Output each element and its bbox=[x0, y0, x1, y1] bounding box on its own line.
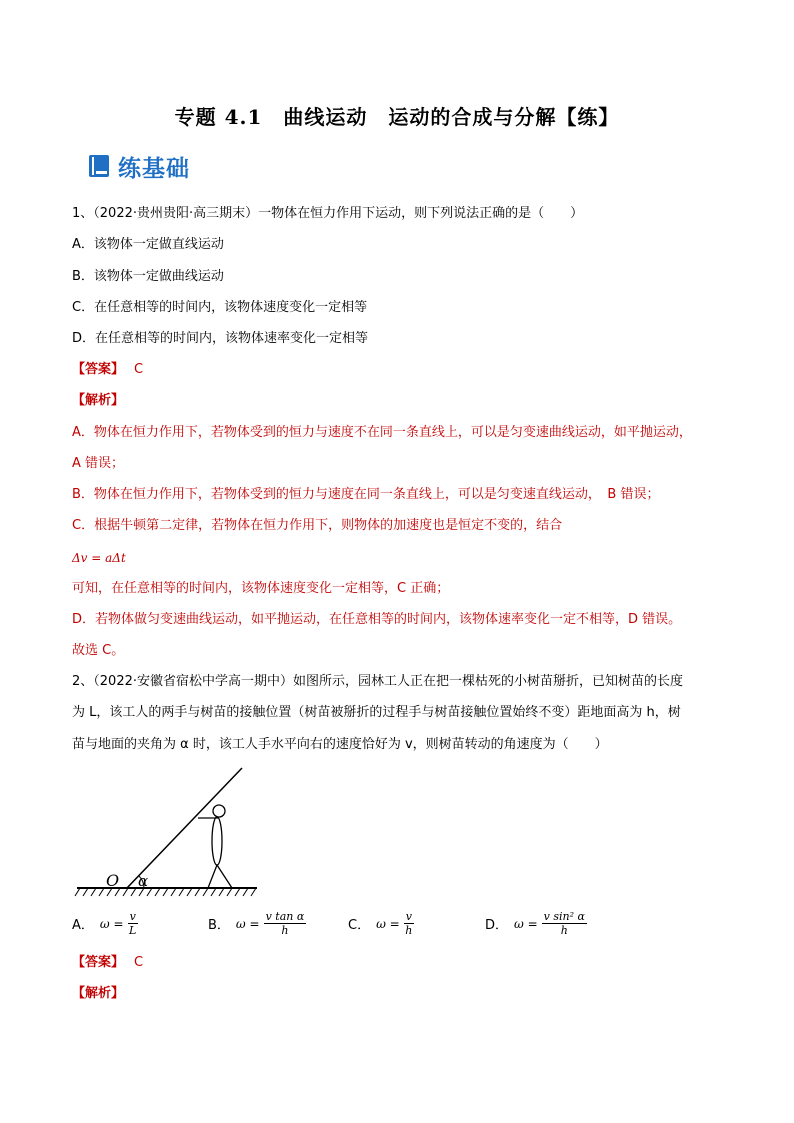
q2-stem: 2、（2022·安徽省宿松中学高一期中）如图所示，园林工人正在把一棵枯死的小树苗掰折，已知树苗的长度 bbox=[72, 674, 683, 689]
numerator: v bbox=[405, 910, 412, 923]
fraction bbox=[128, 910, 138, 937]
q1-analysis-line: A．物体在恒力作用下，若物体受到的恒力与速度不在同一条直线上，可以是匀变速曲线运动，如平抛运动， bbox=[72, 425, 692, 440]
denominator: h bbox=[560, 924, 568, 937]
option-lhs: ω = bbox=[99, 916, 124, 931]
angle-label: α bbox=[138, 872, 149, 890]
option-lhs: ω = bbox=[514, 916, 538, 931]
analysis-tag: 【解析】 bbox=[72, 393, 125, 408]
answer-value: C bbox=[134, 362, 144, 377]
q2-option-c bbox=[348, 910, 414, 937]
q2-option-d bbox=[485, 910, 587, 937]
book-icon bbox=[88, 154, 110, 178]
q1-formula: Δv = aΔt bbox=[72, 551, 126, 565]
q1-analysis-line: D．若物体做匀变速曲线运动，如平抛运动，在任意相等的时间内，该物体速率变化一定不相等，D 错误。 bbox=[72, 612, 682, 627]
analysis-tag: 【解析】 bbox=[72, 986, 125, 1001]
section-header bbox=[88, 150, 190, 182]
q1-option-c: C．在任意相等的时间内，该物体速度变化一定相等 bbox=[72, 300, 368, 315]
q2-option-a bbox=[72, 910, 138, 937]
denominator: h bbox=[405, 924, 413, 937]
q1-analysis-row bbox=[72, 392, 124, 410]
q1-analysis-line: 故选 C。 bbox=[72, 643, 125, 658]
numerator: v sin² α bbox=[543, 910, 585, 923]
option-lhs: ω = bbox=[376, 916, 400, 931]
q1-analysis-line: B．物体在恒力作用下，若物体受到的恒力与速度在同一条直线上，可以是匀变速直线运动， B 错误； bbox=[72, 487, 660, 502]
q2-stem: 为 L，该工人的两手与树苗的接触位置（树苗被掰折的过程手与树苗接触位置始终不变）距地面高为 h，树 bbox=[72, 705, 681, 720]
page-title: 专题 4.1 曲线运动 运动的合成与分解【练】 bbox=[174, 105, 620, 129]
q1-option-b: B．该物体一定做曲线运动 bbox=[72, 269, 224, 284]
option-lhs: ω = bbox=[235, 916, 260, 931]
option-letter: B． bbox=[208, 918, 230, 933]
worker-figure bbox=[198, 805, 232, 888]
q1-option-d: D．在任意相等的时间内，该物体速率变化一定相等 bbox=[72, 331, 369, 346]
tree-worker-diagram bbox=[72, 762, 262, 902]
q1-option-a: A．该物体一定做直线运动 bbox=[72, 237, 224, 252]
ground-hatching bbox=[75, 888, 256, 896]
denominator: L bbox=[129, 924, 137, 937]
q1-analysis-line: C．根据牛顿第二定律，若物体在恒力作用下，则物体的加速度也是恒定不变的，结合 bbox=[72, 518, 563, 533]
option-letter: D． bbox=[485, 918, 509, 933]
answer-value: C bbox=[134, 955, 144, 970]
q2-option-b bbox=[208, 910, 306, 937]
option-letter: C． bbox=[348, 918, 371, 933]
q2-stem: 苗与地面的夹角为 α 时，该工人手水平向右的速度恰好为 v，则树苗转动的角速度为（ ） bbox=[72, 737, 608, 752]
q2-analysis-row bbox=[72, 985, 124, 1003]
numerator: v tan α bbox=[265, 910, 305, 923]
numerator: v bbox=[129, 910, 136, 923]
sapling-line bbox=[127, 768, 242, 888]
denominator: h bbox=[281, 924, 289, 937]
q2-answer-row bbox=[72, 954, 143, 972]
section-label: 练基础 bbox=[118, 155, 190, 182]
option-letter: A． bbox=[72, 918, 94, 933]
answer-tag: 【答案】 bbox=[72, 955, 125, 970]
q1-stem: 1、（2022·贵州贵阳·高三期末）一物体在恒力作用下运动，则下列说法正确的是（ ） bbox=[72, 206, 584, 221]
fraction bbox=[404, 910, 414, 937]
answer-tag: 【答案】 bbox=[72, 362, 125, 377]
q1-analysis-line: 可知，在任意相等的时间内，该物体速度变化一定相等，C 正确； bbox=[72, 581, 450, 596]
fraction bbox=[264, 910, 307, 937]
q1-analysis-line: A 错误； bbox=[72, 456, 125, 471]
q1-answer-row bbox=[72, 361, 143, 379]
origin-label: O bbox=[106, 871, 120, 890]
fraction bbox=[542, 910, 587, 937]
